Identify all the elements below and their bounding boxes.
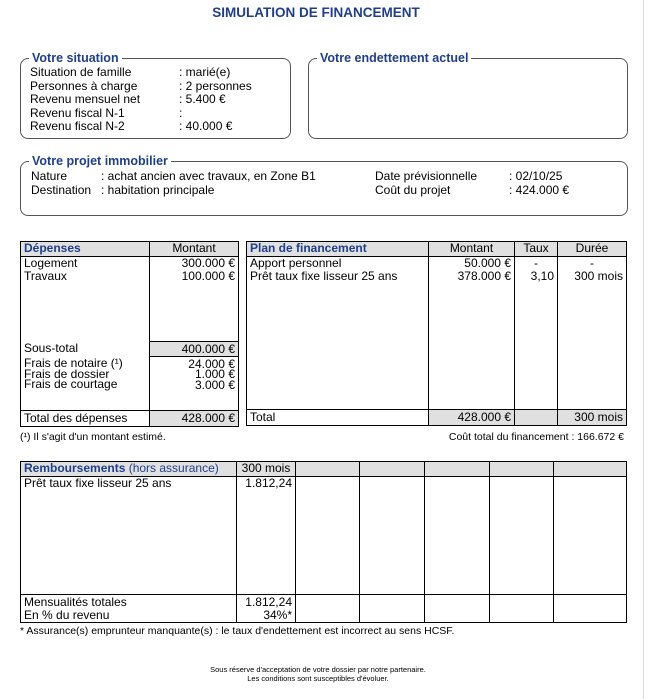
- depenses-items-amounts: [150, 257, 239, 342]
- financement-items-rates: [515, 257, 558, 410]
- financement-item-duration: 300 mois: [574, 268, 623, 283]
- financement-total-duration: 300 mois: [558, 410, 627, 426]
- financement-total-row: [247, 410, 627, 426]
- financement-total-amount: 428.000 €: [429, 410, 515, 426]
- depenses-fees-amounts: [150, 356, 239, 411]
- remboursements-header-empty: [490, 462, 554, 477]
- remboursements-header-empty: [425, 462, 490, 477]
- remboursements-empty-cell: [425, 595, 490, 623]
- situation-row: Personnes à charge : 2 personnes: [30, 78, 252, 93]
- page-edge: [643, 0, 644, 699]
- projet-row: Coût du projet : 424.000 €: [375, 182, 570, 197]
- projet-panel: [20, 154, 628, 216]
- financement-item-amount: 50.000 €: [464, 256, 511, 270]
- situation-row: Revenu mensuel net : 5.400 €: [30, 92, 226, 106]
- financement-header-label: Plan de financement: [247, 242, 429, 257]
- depenses-total-amount: 428.000 €: [150, 411, 239, 427]
- financement-cost-note: Coût total du financement : 166.672 €: [448, 431, 624, 443]
- depenses-subtotal-label: Sous-total: [21, 341, 150, 356]
- depenses-table: [20, 241, 239, 427]
- remboursements-total-label: Mensualités totales: [24, 595, 127, 609]
- remboursements-empty-cell: [360, 595, 425, 623]
- depenses-header-amount: Montant: [150, 242, 239, 257]
- remboursements-percent-value: 34%*: [263, 607, 292, 622]
- remboursements-header-empty: [554, 462, 627, 477]
- financement-header-rate: Taux: [515, 242, 558, 257]
- remboursements-items-row: [21, 477, 627, 595]
- depenses-total-label: Total des dépenses: [21, 411, 150, 427]
- projet-legend: Votre projet immobilier: [29, 153, 171, 169]
- endettement-panel: [308, 51, 628, 139]
- endettement-legend: Votre endettement actuel: [317, 50, 471, 66]
- remboursements-total-labels: [21, 595, 237, 623]
- remboursements-empty-cell: [296, 477, 360, 595]
- remboursements-empty-cell: [296, 595, 360, 623]
- remboursements-empty-cell: [490, 595, 554, 623]
- remboursements-empty-cell: [554, 477, 627, 595]
- remboursements-percent-label: En % du revenu: [24, 607, 110, 622]
- financement-header-duration: Durée: [558, 242, 627, 257]
- financement-items-row: [247, 257, 627, 410]
- page-title: SIMULATION DE FINANCEMENT: [212, 5, 420, 20]
- depenses-note: (¹) Il s'agit d'un montant estimé.: [20, 431, 166, 443]
- remboursements-empty-cell: [490, 477, 554, 595]
- financement-items-amounts: [429, 257, 515, 410]
- financement-items-labels: [247, 257, 429, 410]
- footer-line: Les conditions sont susceptibles d'évoluer.: [247, 674, 389, 683]
- projet-row: Destination : habitation principale: [31, 182, 215, 197]
- remboursements-item-label: Prêt taux fixe lisseur 25 ans: [21, 477, 237, 595]
- situation-rows: [30, 66, 252, 134]
- depenses-fee-amount: 3.000 €: [194, 377, 235, 392]
- depenses-header-label: Dépenses: [21, 242, 150, 257]
- projet-right: [375, 170, 569, 197]
- depenses-total-row: [21, 411, 239, 427]
- depenses-fee-label: Frais de dossier: [24, 366, 110, 381]
- remboursements-empty-cell: [360, 477, 425, 595]
- depenses-fees-labels: [21, 356, 150, 411]
- situation-legend: Votre situation: [29, 50, 122, 66]
- remboursements-header-period: 300 mois: [237, 462, 296, 477]
- projet-row: Nature : achat ancien avec travaux, en Zone B1: [31, 169, 316, 183]
- remboursements-table: [20, 461, 627, 623]
- financement-item-label: Apport personnel: [250, 256, 342, 270]
- remboursements-item-value: 1.812,24: [237, 477, 296, 595]
- footer-line: Sous réserve d'acceptation de votre dossier par notre partenaire.: [210, 665, 426, 674]
- situation-row: Situation de famille : marié(e): [30, 65, 231, 79]
- depenses-subtotal-amount: 400.000 €: [150, 341, 239, 356]
- depenses-items-labels: [21, 257, 150, 342]
- financement-item-amount: 378.000 €: [457, 268, 511, 283]
- financement-total-label: Total: [247, 410, 429, 426]
- projet-row: Date prévisionnelle : 02/10/25: [375, 169, 563, 183]
- remboursements-empty-cell: [554, 595, 627, 623]
- remboursements-empty-cell: [425, 477, 490, 595]
- remboursements-total-row: [21, 595, 627, 623]
- depenses-item-amount: 300.000 €: [181, 256, 235, 270]
- depenses-items-row: [21, 257, 239, 342]
- remboursements-header: [21, 462, 627, 477]
- situation-row: Revenu fiscal N-1 :: [30, 105, 183, 120]
- financement-header: [247, 242, 627, 257]
- financement-item-duration: -: [590, 256, 594, 270]
- depenses-fee-amount: 1.000 €: [194, 367, 235, 381]
- remboursements-total-values: [237, 595, 296, 623]
- situation-row: Revenu fiscal N-2 : 40.000 €: [30, 119, 233, 133]
- depenses-subtotal-row: [21, 341, 239, 356]
- remboursements-header-title: Remboursements: [24, 461, 126, 475]
- depenses-fees-row: [21, 356, 239, 411]
- financement-item-rate: -: [534, 256, 538, 270]
- depenses-item-amount: 100.000 €: [181, 268, 235, 283]
- financement-items-durations: [558, 257, 627, 410]
- depenses-item-label: Travaux: [24, 268, 67, 283]
- remboursements-header-subtitle: (hors assurance): [125, 461, 219, 475]
- projet-left: [31, 170, 316, 197]
- remboursements-total-value: 1.812,24: [245, 595, 292, 609]
- remboursements-header-empty: [360, 462, 425, 477]
- footer-disclaimer: [0, 665, 636, 683]
- financement-item-rate: 3,10: [530, 268, 554, 283]
- financement-item-label: Prêt taux fixe lisseur 25 ans: [250, 268, 398, 283]
- financement-header-amount: Montant: [429, 242, 515, 257]
- depenses-fee-label: Frais de courtage: [24, 377, 118, 391]
- remboursements-header-label: [21, 462, 237, 477]
- remboursements-note: * Assurance(s) emprunteur manquante(s) : le taux d'endettement est incorrect au sens HCSF.: [20, 625, 455, 637]
- remboursements-header-empty: [296, 462, 360, 477]
- depenses-header: [21, 242, 239, 257]
- depenses-fee-amount: 24.000 €: [188, 356, 235, 371]
- financement-table: [246, 241, 627, 426]
- depenses-item-label: Logement: [24, 256, 78, 270]
- situation-panel: [20, 51, 291, 139]
- depenses-fee-label: Frais de notaire (¹): [24, 356, 123, 370]
- financement-total-rate: [515, 410, 558, 426]
